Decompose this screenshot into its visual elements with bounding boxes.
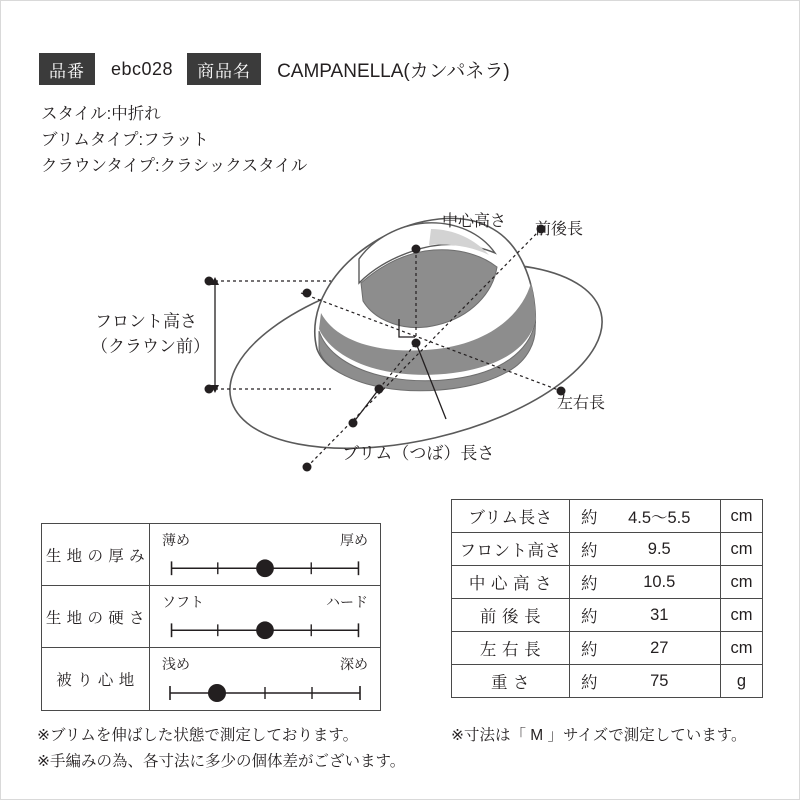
measurement-table [451, 499, 763, 698]
table-row [452, 665, 763, 698]
hat-measurement-diagram [1, 171, 800, 491]
product-code-value: ebc028 [111, 58, 174, 79]
measure-name: 前 後 長 [452, 599, 570, 632]
measure-approx: 約 [570, 665, 604, 698]
measure-approx: 約 [570, 599, 604, 632]
measure-unit: g [721, 665, 763, 698]
spec-crown-type: クラウンタイプ:クラシックスタイル [41, 157, 308, 175]
measure-value: 75 [604, 665, 721, 698]
label-front-back-length: 前後長 [535, 221, 584, 238]
measure-approx: 約 [570, 632, 604, 665]
gauge-row [42, 524, 380, 586]
note-handmade-variance: ※手編みの為、各寸法に多少の個体差がございます。 [37, 753, 406, 770]
product-code-label: 品番 [39, 53, 95, 85]
measure-unit: cm [721, 599, 763, 632]
product-name-label: 商品名 [187, 53, 261, 85]
measure-unit: cm [721, 566, 763, 599]
measure-name: 中 心 高 さ [452, 566, 570, 599]
measure-approx: 約 [570, 500, 604, 533]
gauge-end-right: 厚め [340, 532, 368, 548]
measure-unit: cm [721, 500, 763, 533]
gauge-end-left: ソフト [162, 594, 204, 610]
measure-approx: 約 [570, 566, 604, 599]
table-row [452, 533, 763, 566]
label-brim-length: ブリム（つば）長さ [342, 444, 495, 463]
gauge-end-right: 深め [340, 656, 368, 672]
spec-lines [41, 101, 307, 179]
measure-value: 27 [604, 632, 721, 665]
gauge-plot-fit [150, 648, 380, 710]
label-center-height: 中心高さ [442, 213, 507, 230]
note-size-reference: ※寸法は「 M 」サイズで測定しています。 [451, 727, 747, 744]
measure-name: 左 右 長 [452, 632, 570, 665]
measure-name: 重 さ [452, 665, 570, 698]
gauge-end-left: 薄め [162, 532, 190, 548]
gauge-label-thickness: 生 地 の 厚 み [42, 524, 150, 585]
gauge-plot-thickness [150, 524, 380, 585]
measure-unit: cm [721, 632, 763, 665]
gauge-row [42, 586, 380, 648]
spec-brim-type: ブリムタイプ:フラット [41, 131, 209, 149]
feel-gauge-table [41, 523, 381, 711]
label-front-height-line1: フロント高さ [95, 312, 197, 331]
gauge-label-hardness: 生 地 の 硬 さ [42, 586, 150, 647]
measure-name: フロント高さ [452, 533, 570, 566]
label-front-height-line2: （クラウン前） [91, 337, 210, 356]
table-row [452, 599, 763, 632]
product-name-value: CAMPANELLA(カンパネラ) [277, 60, 510, 82]
measure-unit: cm [721, 533, 763, 566]
measure-name: ブリム長さ [452, 500, 570, 533]
gauge-end-left: 浅め [162, 656, 190, 672]
gauge-scale [150, 524, 380, 585]
note-brim-stretched: ※ブリムを伸ばした状態で測定しております。 [37, 727, 359, 744]
table-row [452, 500, 763, 533]
table-row [452, 566, 763, 599]
header-row [39, 53, 524, 85]
measure-value: 10.5 [604, 566, 721, 599]
measure-value: 31 [604, 599, 721, 632]
measure-value: 9.5 [604, 533, 721, 566]
gauge-row [42, 648, 380, 710]
gauge-scale [150, 586, 380, 647]
label-left-right-length: 左右長 [557, 395, 606, 412]
spec-style: スタイル:中折れ [41, 105, 161, 123]
table-row [452, 632, 763, 665]
gauge-scale [150, 648, 380, 710]
gauge-end-right: ハード [326, 594, 368, 610]
gauge-label-fit: 被 り 心 地 [42, 648, 150, 710]
measure-value: 4.5〜5.5 [604, 500, 721, 533]
gauge-plot-hardness [150, 586, 380, 647]
measure-approx: 約 [570, 533, 604, 566]
